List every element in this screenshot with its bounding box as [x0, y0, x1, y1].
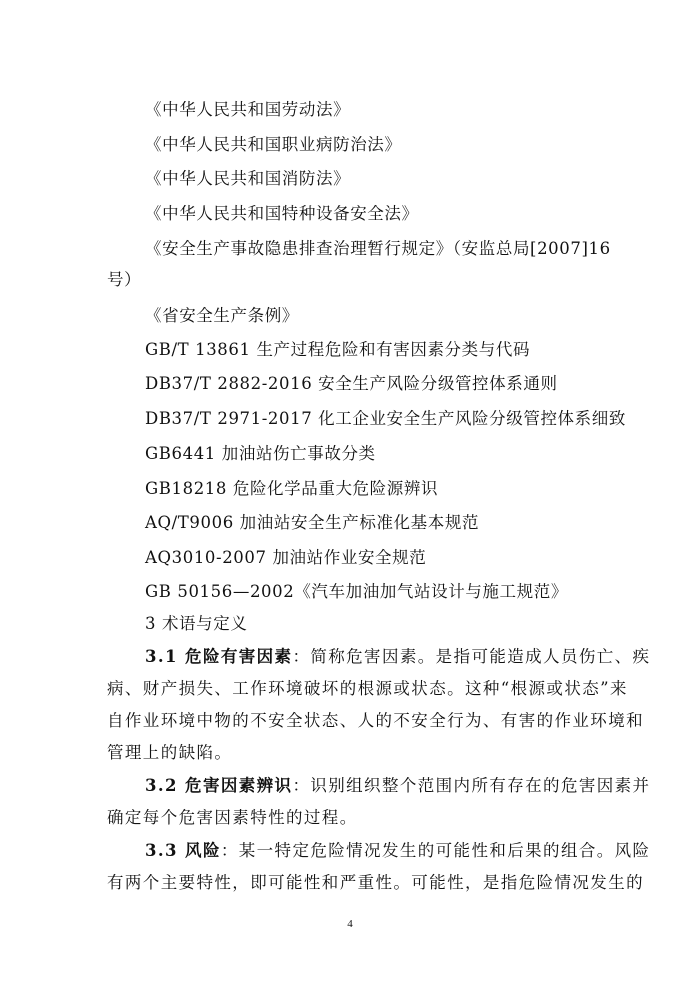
- reference-item: GB 50156—2002《汽车加油加气站设计与施工规范》: [145, 582, 568, 601]
- definition-3-2: [145, 772, 650, 796]
- definition-text: ：某一特定危险情况发生的可能性和后果的组合。风险: [220, 841, 651, 860]
- definition-line: 自作业环境中物的不安全状态、人的不安全行为、有害的作业环境和: [107, 711, 644, 730]
- definition-text: ：简称危害因素。是指可能造成人员伤亡、疾: [292, 647, 651, 666]
- reference-item: 《中华人民共和国劳动法》: [145, 100, 351, 119]
- reference-item: 《中华人民共和国特种设备安全法》: [145, 204, 419, 223]
- reference-item: GB18218 危险化学品重大危险源辨识: [145, 479, 439, 498]
- term-label: 3.3 风险: [145, 841, 221, 860]
- reference-item: GB6441 加油站伤亡事故分类: [145, 444, 376, 463]
- reference-item: 《省安全生产条例》: [145, 306, 299, 325]
- term-label: 3.2 危害因素辨识: [145, 776, 293, 795]
- reference-item: DB37/T 2971-2017 化工企业安全生产风险分级管控体系细致: [145, 409, 626, 428]
- reference-item: DB37/T 2882-2016 安全生产风险分级管控体系通则: [145, 374, 558, 393]
- reference-item: 《中华人民共和国职业病防治法》: [145, 135, 402, 154]
- reference-item: AQ3010-2007 加油站作业安全规范: [145, 548, 427, 567]
- reference-item: 《安全生产事故隐患排查治理暂行规定》（安监总局[2007]16: [145, 239, 611, 258]
- reference-item: AQ/T9006 加油站安全生产标准化基本规范: [145, 513, 480, 532]
- definition-line: 病、财产损失、工作环境破坏的根源或状态。这种“根源或状态”来: [107, 679, 628, 698]
- section-heading: 3 术语与定义: [145, 614, 248, 633]
- definition-3-3: [145, 837, 650, 861]
- definition-line: 管理上的缺陷。: [107, 743, 233, 762]
- term-label: 3.1 危险有害因素: [145, 647, 293, 666]
- definition-3-1: [145, 643, 650, 667]
- page-number: 4: [347, 918, 353, 930]
- definition-text: ：识别组织整个范围内所有存在的危害因素并: [292, 776, 651, 795]
- definition-line: 确定每个危害因素特性的过程。: [107, 808, 358, 827]
- definition-line: 有两个主要特性，即可能性和严重性。可能性，是指危险情况发生的: [107, 873, 644, 892]
- reference-item-continuation: 号）: [107, 270, 142, 289]
- reference-item: 《中华人民共和国消防法》: [145, 169, 351, 188]
- reference-item: GB/T 13861 生产过程危险和有害因素分类与代码: [145, 340, 531, 359]
